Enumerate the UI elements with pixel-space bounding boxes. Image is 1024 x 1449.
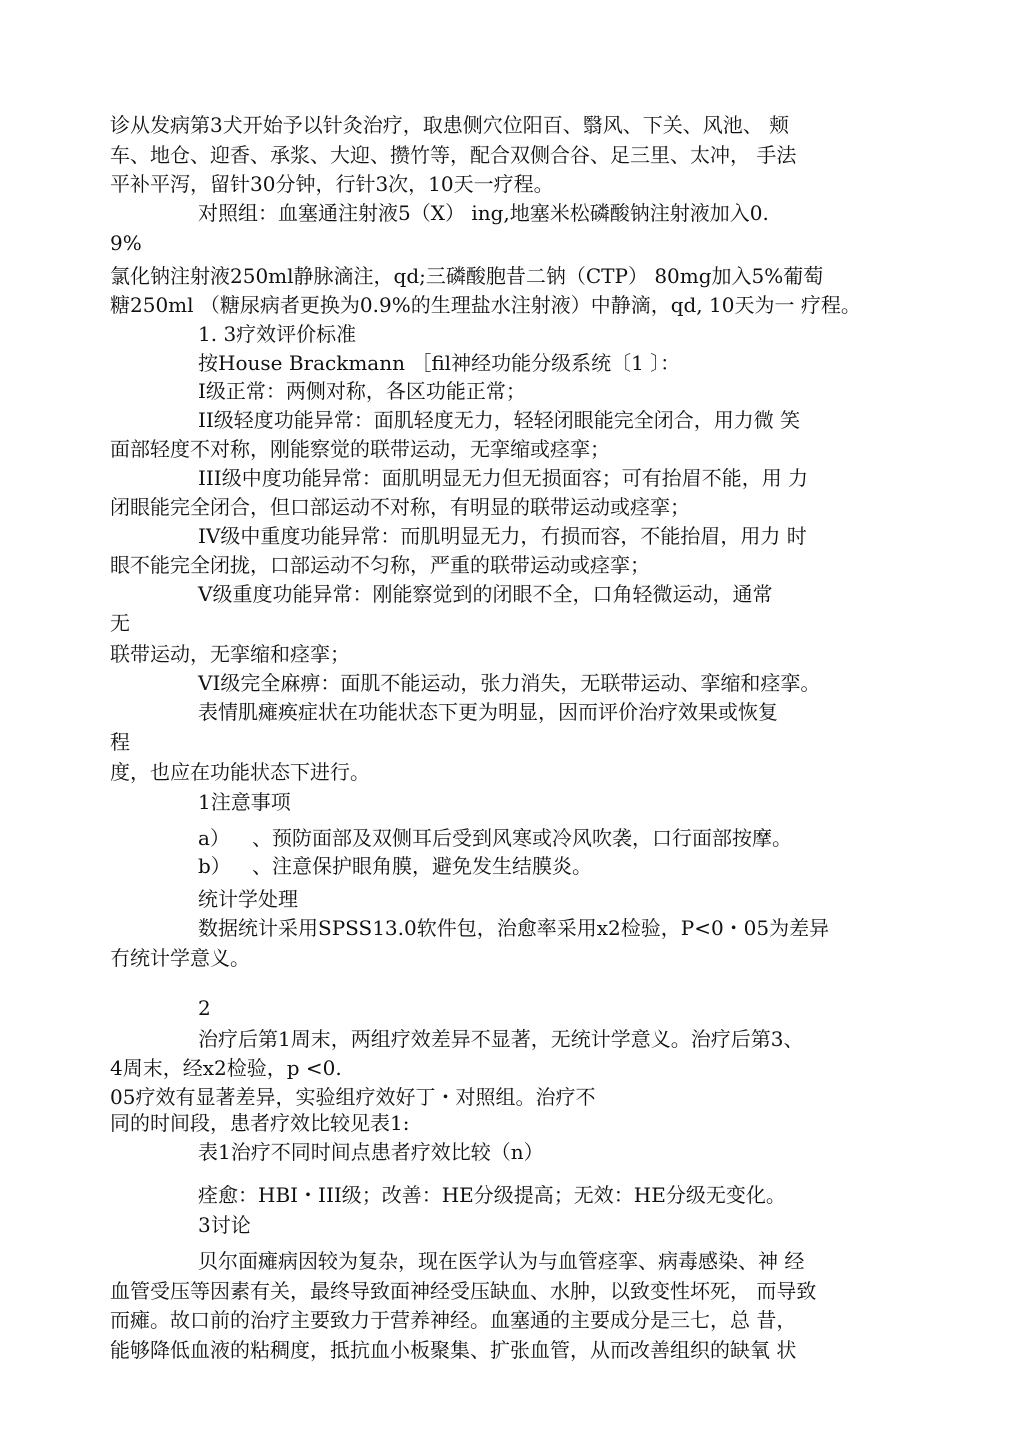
list-marker: b） <box>198 854 231 878</box>
grade-line: V级重度功能异常：刚能察觉到的闭眼不全，口角轻微运动，通常 <box>198 582 773 606</box>
paragraph-line: 糖250ml （糖尿病者更换为0.9%的生理盐水注射液）中静滴，qd, 10天为一 疗程。 <box>110 293 861 317</box>
grade-line: I级正常：两侧对称，各区功能正常； <box>198 379 526 403</box>
paragraph-line: 平补平泻，留针30分钟，行针3次，10天一疗程。 <box>110 172 554 196</box>
list-marker: a） <box>198 826 230 850</box>
paragraph-line: 治疗后第1周末，两组疗效差异不显著，无统计学意义。治疗后第3、 <box>198 1027 804 1051</box>
list-item: 、注意保护眼角膜，避免发生结膜炎。 <box>252 854 592 878</box>
paragraph-line: 程 <box>110 730 130 754</box>
grade-line: VI级完全麻痹：面肌不能运动，张力消失，无联带运动、挛缩和痉挛。 <box>198 671 821 695</box>
section-heading: 1注意事项 <box>198 790 291 814</box>
paragraph-line: 表情肌瘫痪症状在功能状态下更为明显，因而评价治疗效果或恢复 <box>198 700 778 724</box>
paragraph-line: 联带运动，无挛缩和痉挛； <box>110 642 350 666</box>
paragraph-line: 诊从发病第3犬开始予以针灸治疗，取患侧穴位阳百、翳风、下关、风池、 颊 <box>110 113 790 137</box>
section-heading: 1. 3疗效评价标准 <box>198 322 357 346</box>
paragraph-line: 血管受压等因素有关，最终导致面神经受压缺血、水肿，以致变性坏死， 而导致 <box>110 1279 817 1303</box>
paragraph-line: 05疗效有显著差异，实验组疗效好丁・对照组。治疗不 <box>110 1085 596 1109</box>
paragraph-line: 车、地仓、迎香、承浆、大迎、攒竹等，配合双侧合谷、足三里、太冲， 手法 <box>110 143 797 167</box>
paragraph-line: 度，也应在功能状态下进行。 <box>110 760 370 784</box>
paragraph-line: 无 <box>110 611 130 635</box>
paragraph-line: 同的时间段，患者疗效比较见表1: <box>110 1111 410 1135</box>
table-caption: 表1治疗不同时间点患者疗效比较（n） <box>198 1140 544 1164</box>
paragraph-line: 眼不能完全闭拢，口部运动不匀称，严重的联带运动或痉挛； <box>110 553 650 577</box>
section-heading: 3讨论 <box>198 1213 251 1237</box>
paragraph-line: 闭眼能完全闭合，但口部运动不对称，有明显的联带运动或痉挛； <box>110 495 690 519</box>
paragraph-line: 贝尔面瘫病因较为复杂，现在医学认为与血管痉挛、病毒感染、神 经 <box>198 1249 805 1273</box>
grade-line: IV级中重度功能异常：而肌明显无力，冇损而容，不能抬眉，用力 时 <box>198 524 807 548</box>
table-footnote: 痊愈：HBI・III级；改善：HE分级提高；无效：HE分级无变化。 <box>198 1183 786 1207</box>
paragraph-line: 4周末，经x2检验，p <0. <box>110 1056 342 1080</box>
paragraph-line: 而瘫。故口前的治疗主要致力于营养神经。血塞通的主要成分是三七，总 昔， <box>110 1308 797 1332</box>
list-item: 、预防面部及双侧耳后受到风寒或冷风吹袭，口行面部按摩。 <box>252 826 792 850</box>
paragraph-line: 对照组：血塞通注射液5（X） ing,地塞米松磷酸钠注射液加入0. <box>198 201 769 225</box>
paragraph-line: 按House Brackmann ［fil神经功能分级系统〔1 〕： <box>198 351 681 375</box>
section-heading: 统计学处理 <box>198 887 298 911</box>
paragraph-line: 能够降低血液的粘稠度，抵抗血小板聚集、扩张血管，从而改善组织的缺氧 状 <box>110 1338 797 1362</box>
paragraph-line: 氯化钠注射液250ml静脉滴注，qd;三磷酸胞昔二钠（CTP） 80mg加入5%葡萄 <box>110 264 824 288</box>
grade-line: II级轻度功能异常：面肌轻度无力，轻轻闭眼能完全闭合，用力微 笑 <box>198 408 801 432</box>
paragraph-line: 面部轻度不对称，刚能察觉的联带运动，无挛缩或痉挛； <box>110 437 610 461</box>
section-heading: 2 <box>198 996 211 1020</box>
paragraph-line: 9% <box>110 231 142 255</box>
paragraph-line: 数据统计采用SPSS13.0软件包，治愈率采用x2检验，P<0・05为差异 <box>198 916 830 940</box>
grade-line: III级中度功能异常：面肌明显无力但无损面容；可有抬眉不能，用 力 <box>198 466 809 490</box>
paragraph-line: 冇统计学意义。 <box>110 946 250 970</box>
